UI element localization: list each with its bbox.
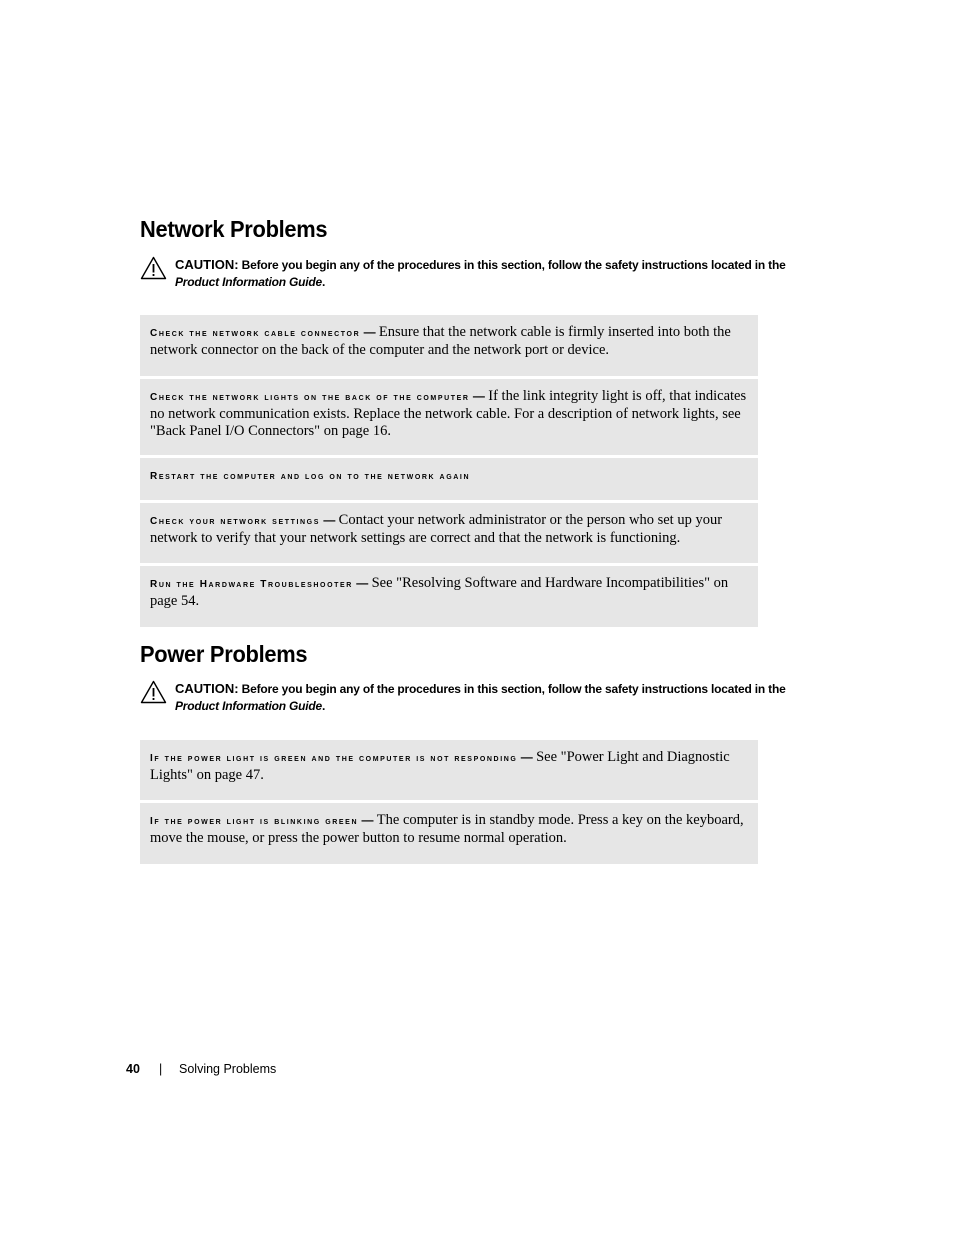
caution-body: Before you begin any of the procedures in this section, follow the safety instructions located in the [238, 682, 786, 696]
tip-box-power-blinking [140, 803, 758, 864]
tip-dash: — [319, 513, 339, 527]
power-problems-heading: Power Problems [140, 641, 308, 667]
tip-lead: If the power light is green and the computer is not responding [150, 753, 518, 764]
tip-box-check-cable [140, 315, 758, 376]
tip-lead: Restart the computer and log on to the network again [150, 471, 471, 482]
tip-lead: Check the network cable connector [150, 328, 361, 339]
tip-box-check-lights [140, 379, 758, 455]
tip-box-power-green [140, 740, 758, 800]
tip-text: Ensure that the network cable is firmly inserted into both the network connector on the back of the computer and the network port or device. [150, 324, 731, 358]
caution-warning-icon [140, 256, 167, 280]
tip-dash: — [517, 750, 537, 764]
tip-dash: — [358, 813, 377, 827]
tip-lead: Check your network settings [150, 516, 320, 527]
tip-lead: Check the network lights on the back of the computer [150, 392, 470, 403]
tip-text: Contact your network administrator or the person who set up your network to verify that your network settings are correct and that the network is functioning. [150, 512, 723, 546]
tip-text: See "Resolving Software and Hardware Incompatibilities" on page 54. [150, 575, 729, 609]
caution-label: CAUTION: [175, 681, 239, 696]
caution-period: . [322, 699, 326, 713]
footer-section-title: Solving Problems [179, 1062, 277, 1076]
tip-box-hardware-troubleshooter [140, 566, 758, 627]
page-footer [126, 1062, 277, 1076]
tip-dash: — [352, 576, 372, 590]
tip-lead: Run the Hardware Troubleshooter [150, 579, 353, 590]
tip-dash: — [469, 389, 489, 403]
tip-text: See "Power Light and Diagnostic Lights" on page 47. [150, 749, 730, 783]
tip-lead: If the power light is blinking green [150, 816, 359, 827]
caution-guide-title: Product Information Guide [175, 699, 322, 713]
footer-separator: | [159, 1062, 163, 1076]
caution-text [175, 256, 825, 291]
caution-label: CAUTION: [175, 257, 239, 272]
tip-dash: — [360, 325, 379, 339]
tip-box-network-settings [140, 503, 758, 563]
tip-text: The computer is in standby mode. Press a key on the keyboard, move the mouse, or press the power button to resume normal operation. [150, 812, 744, 846]
page-number: 40 [126, 1062, 140, 1076]
caution-guide-title: Product Information Guide [175, 275, 322, 289]
caution-warning-icon [140, 680, 167, 704]
tip-box-restart [140, 458, 758, 500]
tip-text: If the link integrity light is off, that indicates no network communication exists. Replace the network cable. For a description of network lights, see "Back Panel I/O Connectors" on page 16. [150, 388, 747, 439]
caution-text [175, 680, 825, 715]
caution-body: Before you begin any of the procedures in this section, follow the safety instructions located in the [238, 258, 786, 272]
network-problems-heading: Network Problems [140, 216, 328, 242]
caution-period: . [322, 275, 326, 289]
